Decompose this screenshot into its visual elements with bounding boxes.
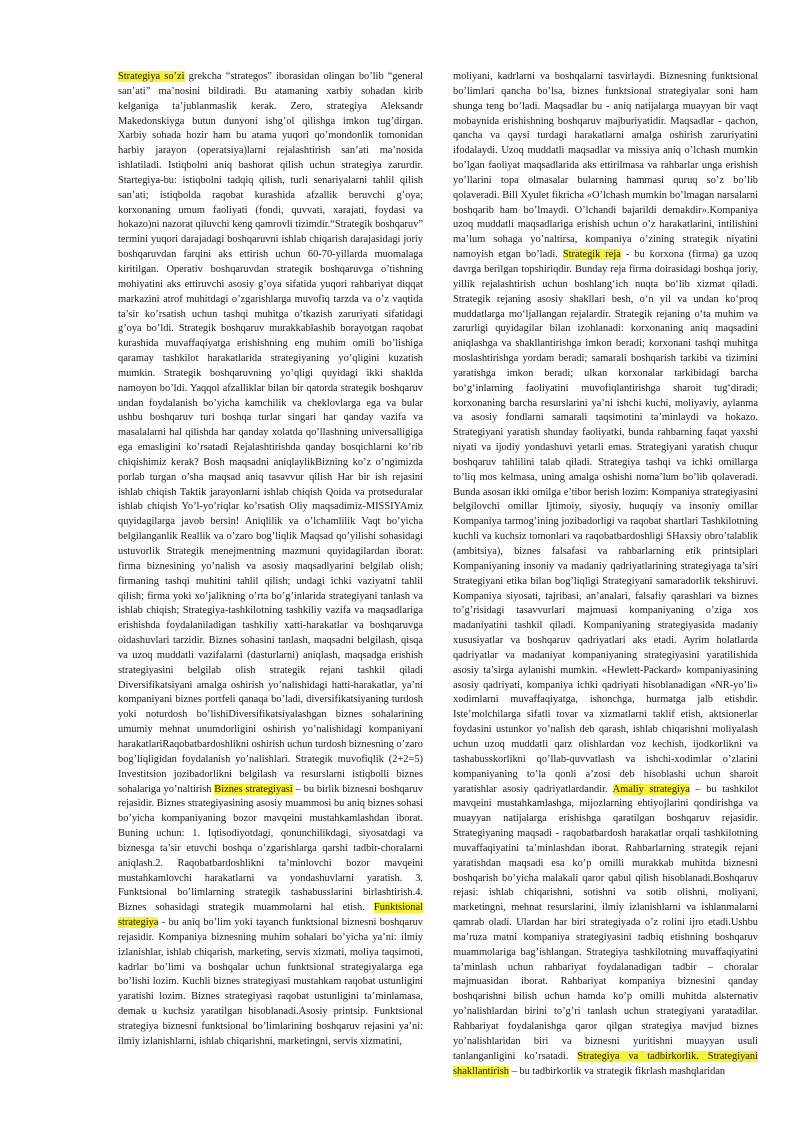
highlight-strategik-reja: Strategik reja [562, 249, 621, 261]
highlight-funktsional: Funktsional [373, 902, 423, 914]
right-column [453, 70, 758, 1079]
text-run: moliyani, kadrlarni va boshqalarni tasvirlaydi. Biznesning funktsional bo’limlari qancha bo’lsa, biznes funktsional strategiyalar soni ham shunga teng bo’ladi. Maqsadlar bu - aniq natijalarga muayyan bir vaqt mobaynida erishishning boshqaruv majburiyatidir. Maqsadlar - qachon, qancha va qaysi turdagi harakatlarni amalga oshirish zaruriyatini ifodalaydi. Uzoq muddatli maqsadlar va missiya aniq o’lchash mumkin bo’lgan faoliyat maqsadlarida aks ettirilmasa va rahbarlar unga erishish yo’llarini topa olmasalar bularning hammasi quruq so’z bo’lib qolaveradi. Bill Xyulet fikricha «O’lchash mumkin bo’lmagan narsalarni boshqarib ham bo’lmaydi. O’lchandi bajarildi demakdir».Kompaniya uzoq muddatli maqsadlariga erishish uchun o’z harakatlarini, intilishini ma’lum sohaga yo’naltirsa, kompaniya o’zining strategik niyatini namoyish etgan bo’ladi. [453, 71, 758, 261]
highlight-amaliy-strategiya: Amaliy strategiya [612, 783, 690, 795]
text-run: - bu aniq bo’lim yoki tayanch funktsional biznesni boshqaruv rejasidir. Kompaniya biznesning muhim sohalari bo’yicha ya’ni: ilmiy izlanishlar, ishlab chiqarish, marketing, servis xizmati, moliya taqsimoti, kadrlar bo’limi va boshqalar uchun funktsional strategiyalarga ega bo’lishi lozim. Kuchli biznes strategiyasi mustahkam raqobat ustunligini yaratishi lozim. Biznes strategiyasi raqobat ustunligini ta’minlamasa, demak u kuchsiz yaratilgan hisoblanadi.Asosiy printsip. Funktsional strategiya biznesni funktsional bo’limlarining boshqaruv rejasini ya’ni: ilmiy izlanishlarni, ishlab chiqarishni, marketingni, servis xizmatini, [118, 917, 423, 1047]
text-run: – bu tadbirkorlik va strategik fikrlash mashqlaridan [509, 1065, 726, 1077]
text-run: – bu tashkilot mavqeini mustahkamlashga, mijozlarning ehtiyojlarini qondirishga va muayyan natijalarga erishishga qaratilgan boshqaruv rejasidir. Strategiyaning maqsadi - raqobatbardosh harakatlar orqali tashkilotning muvaffaqiyatini ta’minlashdan iborat. Rahbarlarning strategik rejani yaratishdan maqsadi esa ko’p omilli murakkab muhitda biznesni boshqarish bo’yicha malakali qaror qabul qilish hisoblanadi.Boshqaruv rejasi: ishlab chiqarishni, sotishni va sotib olishni, moliyani, marketingni, mehnat resurslarini, ilmiy izlanishlarni va ishlanmalarni qamrab oladi. Ulardan har biri strategiyada o’z rolini ijro etadi.Ushbu ma’ruza matni kompaniya strategiyasini tadbiq etishning boshqaruv muammolariga bag’ishlangan. Strategiya tashkilotning muvaffaqiyatini ta’minlash uchun rahbariyat foydalanadigan tadbir – choralar majmuasidan iborat. Rahbariyat kompaniya biznesini qanday boshqarishni bilish uchun hamda ko’p omilli muhitda alьternativ yo’nalishlardan birini to’g’ri tanlash uchun strategiyani yaratadilar. Rahbariyat foydalanishga qaror qilgan strategiya mavjud biznes yo’nalishlaridan biri va biznesni yuritishni muayyan usuli tanlanganligini ko’rsatadi. [453, 783, 759, 1062]
text-run: grekcha “strategos” iborasidan olingan bo’lib “general san’ati” ma’nosini bildiradi. Bu atamaning xarbiy sohadan kirib kelganiga ta’jublanmaslik kerak. Zero, strategiya Aleksandr Makedonskiyga butun dunyoni ishg’ol qilishga imkon tug’dirgan. Xarbiy sohada hozir ham bu atama yuqori qo’mondonlik tomonidan harbiy jarayon (operatsiya)larni rejalashtirish san’ati ma’nosida ishlatiladi. Istiqbolni aniq bashorat qilish uchun strategiya zarurdir. Startegiya-bu: istiqbolni tadqiq qilish, turli senariyalarni tahlil qilish san’ati; istiqbolda raqobat kurashida afzallik beruvchi g’oya; korxonaning umum faoliyati (fondi, quvvati, xarajati, foydasi va hokazo)ni nazorat qiluvchi keng qamrovli tizimdir.“Strategik boshqaruv” termini yuqori darajadagi boshqaruvni ishlab chiqarish darajasidagi joriy boshqaruvdan farqini aks ettirish uchun 60-70-yillarda muomalaga kiritilgan. Operativ boshqaruvdan strategik boshqaruvga o’tishning mohiyatini aks ettiruvchi asosiy g’oya sifatida yuqori rahbariyat diqqat markazini atrof muhitdagi o’zgarishlarga muvofiq tarzda va o’z vaqtida ta’sir ko’rsatish uchun tashqi muhitga o’tkazish zaruriyati sifatidagi g’oya bo’ldi. Strategik boshqaruv murakkablashib borayotgan raqobat kurashida muvaffaqiyatga erishishning eng muhim omili bo’lishiga qaramay tashkilot harakatlarida strategiyaning yo’qligini kuzatish mumkin. Strategik boshqaruvning yo’qligi quyidagi ikki shaklda namoyon bo’ldi. Yaqqol afzalliklar bilan bir qatorda strategik boshqaruv undan foydalanish bo’yicha kamchilik va cheklovlarga ega va bular ushbu boshqaruv turi boshqa turlar singari har qanday vazifa va masalalarni hal qilishda har qanday xolatda qo’llashning universalligiga ega emasligini ko’rsatadi Rejalashtirishda qanday bosqichlarni ko’rib chiqishimiz kerak? Bosh maqsadni aniqlaylikBizning ko’z o’ngimizda porlab turgan o’sha maqsad aniq tasavvur qilish Har bir ish rejasini ishlab chiqish Taktik jarayonlarni ishlab chiqish Qoida va protseduralar ishlab chiqish Yo’l-yo’riqlar ko’rsatish Oliy maqsadimiz-MISSIYAmiz quyidagilarga javob bersin! Aniqlilik va o’lchamlilik Vaqt bo’yicha belgilanganlik Reallik va o’zaro bog’liqlik Maqsad qo’yilishi sohasidagi ustuvorlik Strategik menejmentning mazmuni quyidagilardan iborat: firma biznesining yo’nalish va asosiy maqsadlyarini belgilab olish; firmaning tashqi muhitini tahlil qilish; undagi ichki vaziyatni tahlil qilish; firma yoki xo’jalikning o’rta bo’g’inlarida strategiyani tanlash va ishlab chiqish; Strategiya-tashkilotning tashkiliy vazifa va maqsadlariga erishishda foydalaniladigan tashkiliy xatti-harakatlar va boshqaruvga oidashuvlari tarzidir. Biznes sohasini tanlash, maqsadni belgilash, qisqa va uzoq muddatli vazifalarni (dasturlarni) aniqlash, maqsadga erishish strategiyasini belgilab olish strategik rejani tashkil qiladi Diversifikatsiyani amalga oshirish yo’nalishidagi hatti-harakatlar, ya’ni kompaniyani biznes portfeli qanaqa bo’ladi, diversifikatsiyaning turdosh yoki noturdosh bo’lishiDiversifikatsiyalashgan biznes sohalarining umumiy mehnat unumdorligini oshirish yo’nalishidagi kompaniyani harakatlariRaqobatbardoshlikni oshirish uchun turdosh biznesning o’zaro bog’liqligidan foydalanish yo’nalishlari. Strategik muvofiqlik (2+2=5) Investitsion jozibadorlikni belgilash va resurslarni istiqbolli biznes sohalariga yo’naltirish [118, 71, 424, 795]
highlight-strategiya-sozi: Strategiya so’zi [118, 71, 185, 82]
left-column [118, 70, 423, 1050]
text-run: – bu birlik biznesni boshqaruv rejasidir. Biznes strategiyasining asosiy muammosi bu aniq biznes sohasi bo’yicha kompaniyaning bozor mavqeini mustahkamlashdan iborat. Buning uchun: 1. Iqtisodiyotdagi, qonunchilikdagi, siyosatdagi va biznesga ta’sir etuvchi boshqa o’zgarishlarga qarshi tadbir-choralarni aniqlash.2. Raqobatbardoshlikni ta’minlovchi bozor mavqeini mustahkamlovchi harakatlarni va yondashuvlarni yaratish. 3. Funktsional bo’limlarning strategik tashabusslarini birlashtirish.4. Biznes sohasidagi strategik muammolarni hal etish. [118, 783, 423, 914]
left-paragraph [118, 70, 423, 1050]
highlight-strategiya: strategiya [118, 917, 159, 929]
highlight-strategiya-va-tadbirkorlik: Strategiya va tadbirkorlik. Strategiyani shakllantirish [453, 1050, 759, 1077]
text-run: - bu korxona (firma) ga uzoq davrga berilgan topshiriqdir. Bunday reja firma doirasidagi boshqa joriy, yillik rejalashtirish uchun boshlang‘ich nuqta bo‘lib xizmat qiladi. Strategik rejaning asosiy shakllari besh, o‘n yil va undan ko‘proq muddatlarga mo‘ljallangan rejalardir. Strategik rejaning o‘ta muhim va zarurligi quyidagilar bilan izohlanadi: korxonaning aniq maqsadini aniqlashga va shakllantirishga imkon beradi; korxonani tashqi muhitga moslashtirishga yordam beradi; samarali boshqarish tarkibi va tizimini yaratishga imkon beradi; ulkan korxonalar tarkibidagi barcha bo‘g‘inlarning faoliyatini muvofiqlantirishga sharoit tug‘diradi; korxonaning barcha resurslarini ya’ni ishchi kuchi, moliyaviy, aylanma va asosiy fondlarni samarali taqsimotini ta’minlaydi va hokazo. Strategiyani yaratish shunday faoliyatki, bunda rahbarning faqat yaxshi niyati va ijodiy yondashuvi yetarli emas. Strategiyani yaratish chuqur boshqaruv tahlilini talab qiladi. Strategiya tashqi va ichki omillarga to’liq mos kelmasa, uning amalga oshishi noma’lum bo’lib qolaveradi. Bunda asosan ikki omilga e’tibor berish lozim: Kompaniya strategiyasini belgilovchi omillar Ijtimoiy, siyosiy, huquqiy va insoniy omillar Kompaniya tarmog’ining jozibadorligi va raqobat shartlari Tashkilotning kuchli va kuchsiz tomonlari va raqobatbardoshligi SHaxsiy obro’talablik (ambitsiya), biznes falsafasi va rahbarlarning etik printsiplari Kompaniyaning insoniy va madaniy qadriyatlarining strategiyaga ta’siri Strategiyani etika bilan bog’liqligi Strategiyani samaradorlik tekshiruvi. Kompaniya siyosati, tajribasi, an’analari, falsafiy qarashlari va biznes to’g’risidagi tasavvurlari majmuasi kompaniyaning o’ziga xos madaniyatini tashkil qiladi. Kompaniyaning strategiyasida madaniy xususiyatlar va boshqaruv qadriyatlari aks etadi. Ayrim holatlarda qadriyatlar va madaniyat kompaniyaning strategiyasini yaratilishida asosiy ta’sirga aylanishi mumkin. «Hewlett-Packard» kompaniyasining asosiy qadriyati, kompaniya ichki qadriyati hisoblanadigan «NR-yo’li» xodimlarni muvaffaqiyatga, ishonchga, hurmatga jalb etishdir. Iste’molchilarga sifatli tovar va xizmatlarni taklif etish, aktsionerlar foydasini ustunkor yo’nalish deb qarash, ishlab chiqarishni moliyalash uchun uzoq muddatli qarz olishlardan voz kechish, ijodkorlikni va tashabusskorlikni qo’llab-quvvatlash va ishchi-xodimlar o’zlarini kompaniyaning to’la qonli a’zosi deb hisoblashi uchun sharoit yaratishlar asosiy qadriyatlardandir. [453, 249, 758, 795]
right-paragraph [453, 70, 758, 1079]
highlight-biznes-strategiyasi: Biznes strategiyasi [214, 783, 293, 795]
